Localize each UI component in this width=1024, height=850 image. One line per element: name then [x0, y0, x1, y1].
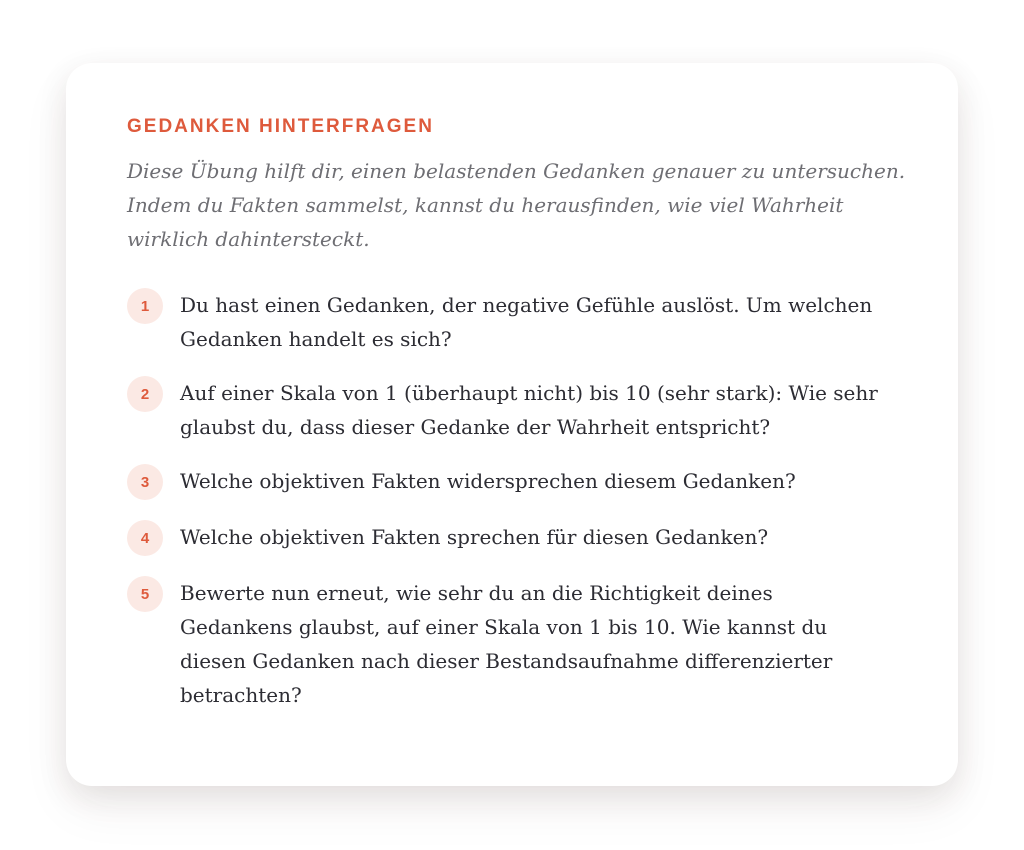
step-text: Du hast einen Gedanken, der negative Gefühle auslöst. Um welchen Gedanken handelt es sich? — [180, 293, 873, 351]
exercise-card — [66, 63, 958, 786]
step-number-badge: 1 — [127, 288, 163, 324]
list-item — [127, 466, 918, 500]
card-heading: GEDANKEN HINTERFRAGEN — [127, 116, 434, 137]
step-text: Welche objektiven Fakten sprechen für diesen Gedanken? — [180, 525, 769, 549]
step-number-badge: 5 — [127, 576, 163, 612]
step-number-badge: 3 — [127, 464, 163, 500]
list-item — [127, 522, 918, 556]
list-item — [127, 378, 918, 444]
step-number-badge: 4 — [127, 520, 163, 556]
list-item — [127, 578, 918, 712]
step-text: Welche objektiven Fakten widersprechen diesem Gedanken? — [180, 469, 796, 493]
step-number-badge: 2 — [127, 376, 163, 412]
card-intro: Diese Übung hilft dir, einen belastenden Gedanken genauer zu untersuchen. Indem du Fakten sammelst, kannst du herausfinden, wie viel Wahrheit wirklich dahintersteckt. — [127, 159, 906, 251]
step-text: Auf einer Skala von 1 (überhaupt nicht) bis 10 (sehr stark): Wie sehr glaubst du, dass dieser Gedanke der Wahrheit entspricht? — [180, 381, 878, 439]
step-list — [127, 290, 918, 712]
list-item — [127, 290, 918, 356]
step-text: Bewerte nun erneut, wie sehr du an die Richtigkeit deines Gedankens glaubst, auf einer Skala von 1 bis 10. Wie kannst du diesen Gedanken nach dieser Bestandsaufnahme differenzierter betrachten? — [180, 581, 833, 707]
